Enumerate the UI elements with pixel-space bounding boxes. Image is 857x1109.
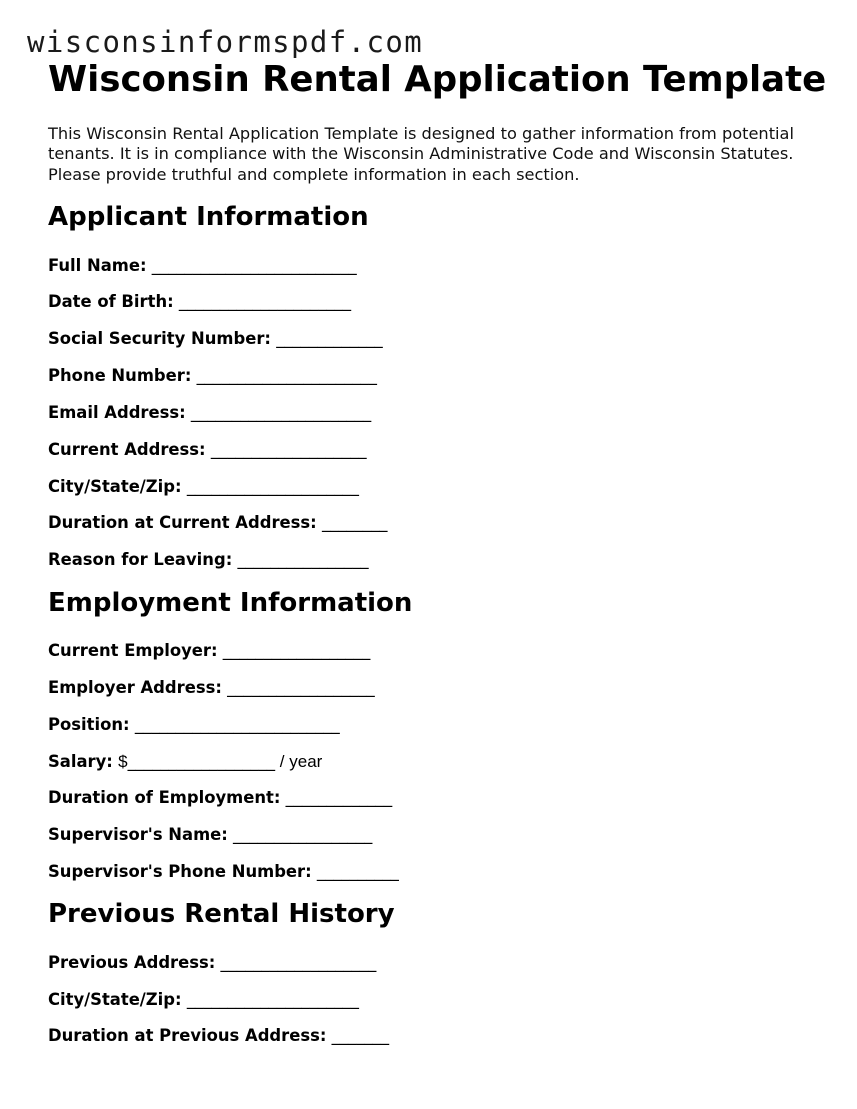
field-blank[interactable]: _____________________ (178, 292, 352, 311)
field-label: Current Address: (48, 440, 206, 459)
field-blank[interactable]: _____________ (276, 329, 383, 348)
field-phone-number[interactable] (48, 366, 377, 386)
field-city-state-zip[interactable] (48, 477, 359, 497)
field-email-address[interactable] (48, 403, 371, 423)
field-blank[interactable]: ________________ (237, 550, 369, 569)
field-label: Current Employer: (48, 641, 218, 660)
intro-paragraph: This Wisconsin Rental Application Template is designed to gather information from potential tenants. It is in compliance with the Wisconsin Administrative Code and Wisconsin Statutes. Please provide truthful and complete information in each section. (48, 124, 794, 184)
field-previous-address[interactable] (48, 953, 376, 973)
field-blank[interactable]: __________ (316, 862, 399, 881)
field-label: Duration of Employment: (48, 788, 281, 807)
field-label: Employer Address: (48, 678, 222, 697)
field-reason-for-leaving[interactable] (48, 550, 369, 570)
field-blank[interactable]: _____________________ (186, 990, 359, 1009)
field-label: City/State/Zip: (48, 990, 182, 1009)
field-position[interactable] (48, 715, 340, 735)
field-duration-current-address[interactable] (48, 513, 388, 533)
field-full-name[interactable] (48, 256, 357, 276)
field-current-employer[interactable] (48, 641, 370, 661)
currency-symbol: $ (118, 752, 128, 771)
field-blank[interactable]: ________ (321, 513, 388, 532)
field-label: Full Name: (48, 256, 147, 275)
field-label: Reason for Leaving: (48, 550, 233, 569)
section-heading-employment: Employment Information (48, 588, 413, 618)
field-blank[interactable]: ______________________ (190, 403, 372, 422)
page-title: Wisconsin Rental Application Template (48, 59, 827, 100)
field-date-of-birth[interactable] (48, 292, 351, 312)
field-supervisor-phone[interactable] (48, 862, 399, 882)
field-blank[interactable]: ______________________ (196, 366, 377, 385)
field-label: Phone Number: (48, 366, 192, 385)
field-label: Previous Address: (48, 953, 216, 972)
field-label: Email Address: (48, 403, 186, 422)
field-blank[interactable]: _________________________ (151, 256, 357, 275)
field-label: Supervisor's Name: (48, 825, 228, 844)
field-duration-previous-address[interactable] (48, 1026, 389, 1046)
field-blank[interactable]: __________________ (227, 678, 375, 697)
field-blank[interactable]: ___________________ (220, 953, 377, 972)
field-ssn[interactable] (48, 329, 383, 349)
field-label: Salary: (48, 752, 113, 771)
field-blank[interactable]: _____________________ (186, 477, 359, 496)
field-employer-address[interactable] (48, 678, 375, 698)
field-label: Date of Birth: (48, 292, 174, 311)
field-label: Duration at Current Address: (48, 513, 317, 532)
field-label: City/State/Zip: (48, 477, 182, 496)
salary-unit: / year (275, 752, 323, 771)
field-salary[interactable] (48, 752, 322, 772)
field-duration-of-employment[interactable] (48, 788, 392, 808)
field-blank[interactable]: _________________ (233, 825, 373, 844)
field-previous-city-state-zip[interactable] (48, 990, 359, 1010)
field-current-address[interactable] (48, 440, 367, 460)
field-label: Supervisor's Phone Number: (48, 862, 312, 881)
site-watermark: wisconsinformspdf.com (27, 25, 424, 59)
field-blank[interactable]: __________________ (222, 641, 371, 660)
field-label: Duration at Previous Address: (48, 1026, 327, 1045)
section-heading-rental-history: Previous Rental History (48, 899, 395, 929)
field-blank[interactable]: _______ (331, 1026, 390, 1045)
field-blank[interactable]: _________________________ (134, 715, 340, 734)
field-blank[interactable]: __________________ (127, 752, 276, 771)
section-heading-applicant: Applicant Information (48, 202, 369, 232)
field-blank[interactable]: ___________________ (210, 440, 367, 459)
field-supervisor-name[interactable] (48, 825, 372, 845)
field-blank[interactable]: _____________ (285, 788, 393, 807)
field-label: Position: (48, 715, 130, 734)
field-label: Social Security Number: (48, 329, 271, 348)
